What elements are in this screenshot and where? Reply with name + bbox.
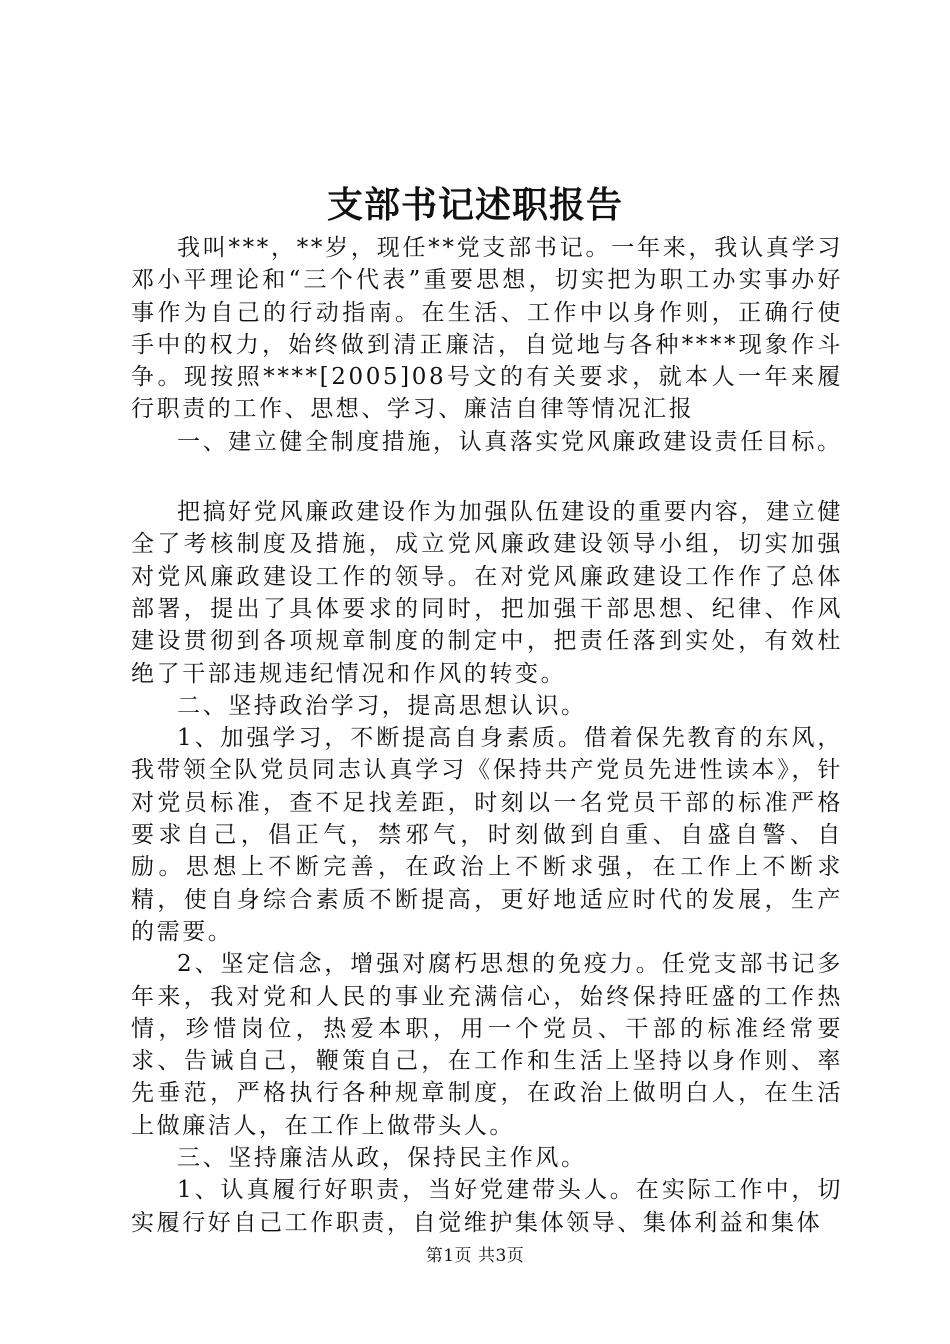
document-title: 支部书记述职报告 xyxy=(326,184,623,226)
document-body xyxy=(131,232,843,1239)
paragraph-intro: 我叫***，**岁，现任**党支部书记。一年来，我认真学习邓小平理论和“三个代表”重要思想，切实把为职工办实事办好事作为自己的行动指南。在生活、工作中以身作则，正确行使手中的权力，始终做到清正廉洁，自觉地与各种****现象作斗争。现按照****[2005]08号文的有关要求，就本人一年来履行职责的工作、思想、学习、廉洁自律等情况汇报 xyxy=(131,235,843,423)
paragraph-item-3-1: 1、认真履行好职责，当好党建带头人。在实际工作中，切实履行好自己工作职责，自觉维护集体领导、集体利益和集体 xyxy=(131,1177,843,1236)
section-heading-1: 一、建立健全制度措施，认真落实党风廉政建设责任目标。 xyxy=(177,428,843,455)
section-heading-3: 三、坚持廉洁从政，保持民主作风。 xyxy=(177,1145,587,1172)
paragraph-item-2-2: 2、坚定信念，增强对腐朽思想的免疫力。任党支部书记多年来，我对党和人民的事业充满信心，始终保持旺盛的工作热情，珍惜岗位，热爱本职，用一个党员、干部的标准经常要求、告诫自己，鞭策自己，在工作和生活上坚持以身作则、率先垂范，严格执行各种规章制度，在政治上做明白人，在生活上做廉洁人，在工作上做带头人。 xyxy=(131,951,843,1139)
section-heading-2: 二、坚持政治学习，提高思想认识。 xyxy=(177,692,587,719)
blank-line xyxy=(131,458,843,496)
paragraph-section-1: 把搞好党风廉政建设作为加强队伍建设的重要内容，建立健全了考核制度及措施，成立党风廉政建设领导小组，切实加强对党风廉政建设工作的领导。在对党风廉政建设工作作了总体部署，提出了具体要求的同时，把加强干部思想、纪律、作风建设贯彻到各项规章制度的制定中，把责任落到实处，有效杜绝了干部违规违纪情况和作风的转变。 xyxy=(131,499,843,687)
page-footer: 第1页 共3页 xyxy=(425,1246,525,1266)
paragraph-item-2-1: 1、加强学习，不断提高自身素质。借着保先教育的东风，我带领全队党员同志认真学习《保持共产党员先进性读本》，针对党员标准，查不足找差距，时刻以一名党员干部的标准严格要求自己，倡正气，禁邪气，时刻做到自重、自盛自警、自励。思想上不断完善，在政治上不断求强，在工作上不断求精，使自身综合素质不断提高，更好地适应时代的发展，生产的需要。 xyxy=(131,725,843,945)
